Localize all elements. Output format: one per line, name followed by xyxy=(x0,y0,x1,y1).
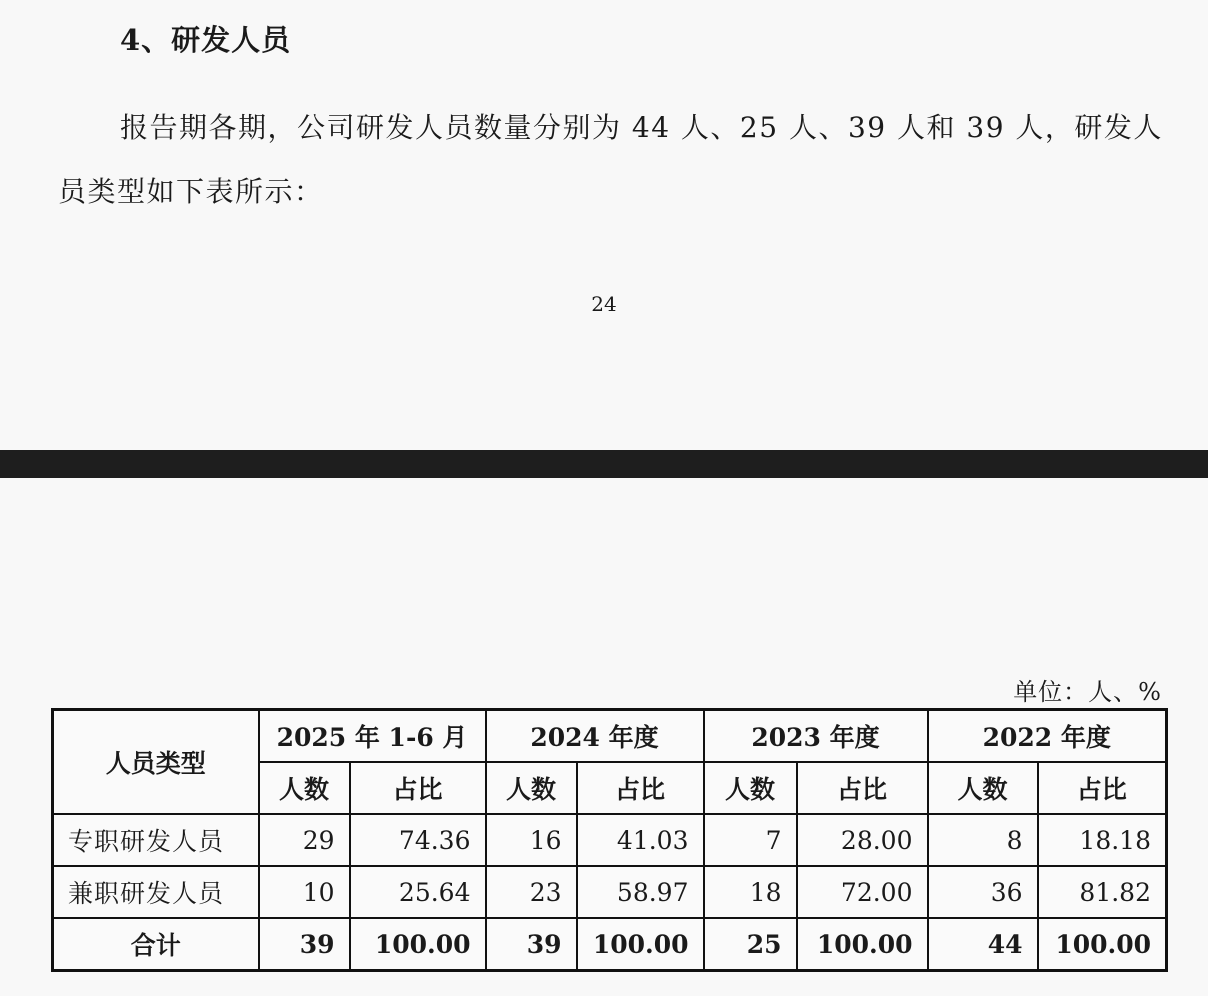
row-label: 专职研发人员 xyxy=(53,814,259,866)
section-heading: 4、研发人员 xyxy=(120,23,292,57)
cell-count: 39 xyxy=(259,918,350,971)
total-row xyxy=(53,918,1167,971)
cell-ratio: 58.97 xyxy=(577,866,704,918)
row-label: 兼职研发人员 xyxy=(53,866,259,918)
cell-count: 23 xyxy=(486,866,577,918)
body-paragraph: 报告期各期，公司研发人员数量分别为 44 人、25 人、39 人和 39 人，研发人员类型如下表所示： xyxy=(58,111,1163,208)
period-header: 2022 年度 xyxy=(928,710,1167,763)
count-header: 人数 xyxy=(259,762,350,814)
cell-ratio: 41.03 xyxy=(577,814,704,866)
cell-ratio: 100.00 xyxy=(797,918,928,971)
cell-count: 10 xyxy=(259,866,350,918)
rd-staff-table xyxy=(51,708,1168,972)
row-label: 合计 xyxy=(53,918,259,971)
ratio-header: 占比 xyxy=(350,762,486,814)
period-header: 2023 年度 xyxy=(704,710,928,763)
cell-ratio: 100.00 xyxy=(1038,918,1167,971)
table-row xyxy=(53,814,1167,866)
page-number: 24 xyxy=(591,292,617,316)
header-row-periods xyxy=(53,710,1167,763)
count-header: 人数 xyxy=(704,762,797,814)
cell-count: 25 xyxy=(704,918,797,971)
cell-ratio: 72.00 xyxy=(797,866,928,918)
cell-ratio: 81.82 xyxy=(1038,866,1167,918)
ratio-header: 占比 xyxy=(577,762,704,814)
cell-ratio: 100.00 xyxy=(350,918,486,971)
cell-count: 39 xyxy=(486,918,577,971)
page-break-bar xyxy=(0,450,1208,478)
period-header: 2024 年度 xyxy=(486,710,704,763)
count-header: 人数 xyxy=(486,762,577,814)
cell-ratio: 74.36 xyxy=(350,814,486,866)
cell-count: 18 xyxy=(704,866,797,918)
page-top xyxy=(0,0,1208,450)
cell-count: 7 xyxy=(704,814,797,866)
cell-ratio: 28.00 xyxy=(797,814,928,866)
cell-count: 36 xyxy=(928,866,1038,918)
cell-ratio: 100.00 xyxy=(577,918,704,971)
cell-count: 29 xyxy=(259,814,350,866)
cell-count: 16 xyxy=(486,814,577,866)
table-row xyxy=(53,866,1167,918)
cell-count: 44 xyxy=(928,918,1038,971)
unit-label: 单位：人、% xyxy=(1013,678,1162,706)
cell-ratio: 18.18 xyxy=(1038,814,1167,866)
ratio-header: 占比 xyxy=(1038,762,1167,814)
type-header: 人员类型 xyxy=(53,710,259,815)
ratio-header: 占比 xyxy=(797,762,928,814)
cell-ratio: 25.64 xyxy=(350,866,486,918)
period-header: 2025 年 1-6 月 xyxy=(259,710,486,763)
count-header: 人数 xyxy=(928,762,1038,814)
cell-count: 8 xyxy=(928,814,1038,866)
